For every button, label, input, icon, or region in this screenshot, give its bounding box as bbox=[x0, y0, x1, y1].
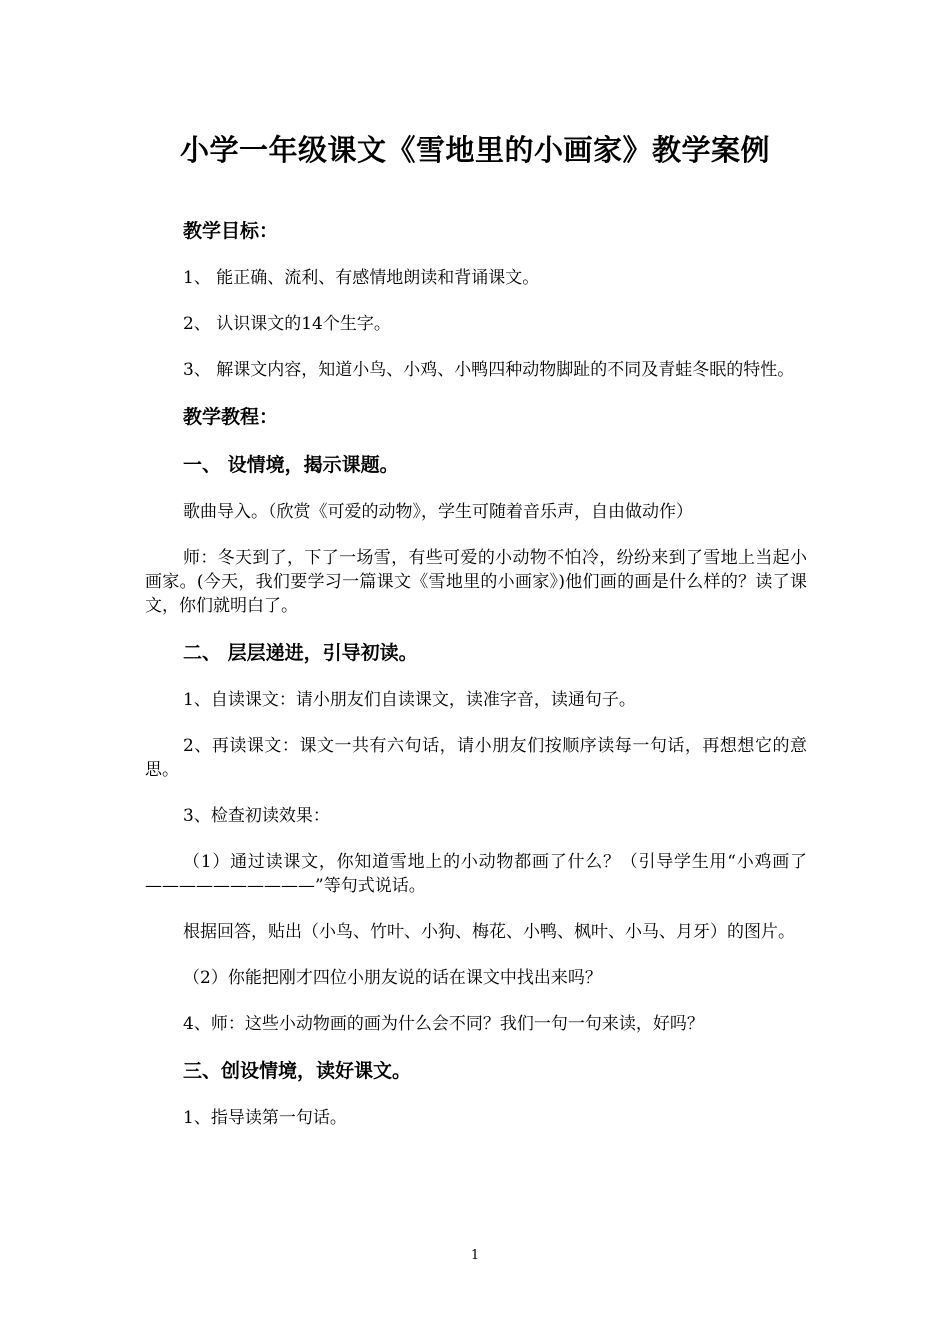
paragraph: 1、自读课文：请小朋友们自读课文，读准字音，读通句子。 bbox=[183, 690, 636, 710]
paragraph: 2、 认识课文的14个生字。 bbox=[183, 314, 391, 334]
paragraph: 1、指导读第一句话。 bbox=[183, 1108, 347, 1128]
document-title: 小学一年级课文《雪地里的小画家》教学案例 bbox=[179, 133, 770, 167]
paragraph: 3、 解课文内容，知道小鸟、小鸡、小鸭四种动物脚趾的不同及青蛙冬眠的特性。 bbox=[183, 360, 795, 380]
section-heading-process: 教学教程： bbox=[183, 406, 279, 428]
paragraph: 4、师：这些小动物画的画为什么会不同？我们一句一句来读，好吗？ bbox=[183, 1014, 704, 1034]
paragraph: 2、再读课文：课文一共有六句话，请小朋友们按顺序读每一句话，再想想它的意思。 bbox=[145, 736, 807, 780]
paragraph: 歌曲导入。（欣赏《可爱的动物》，学生可随着音乐声，自由做动作） bbox=[183, 502, 693, 522]
paragraph: 1、 能正确、流利、有感情地朗读和背诵课文。 bbox=[183, 268, 540, 288]
page-number: 1 bbox=[470, 1248, 480, 1263]
section-heading-2: 二、 层层递进，引导初读。 bbox=[183, 642, 418, 664]
paragraph: （1）通过读课文，你知道雪地上的小动物都画了什么？（引导学生用“小鸡画了——————————”等句式说话。 bbox=[145, 852, 807, 896]
paragraph: 根据回答，贴出（小鸟、竹叶、小狗、梅花、小鸭、枫叶、小马、月牙）的图片。 bbox=[183, 922, 795, 942]
section-heading-1: 一、 设情境，揭示课题。 bbox=[183, 454, 399, 476]
section-heading-3: 三、创设情境，读好课文。 bbox=[183, 1060, 412, 1082]
paragraph: （2）你能把刚才四位小朋友说的话在课文中找出来吗？ bbox=[183, 968, 602, 988]
paragraph: 师：冬天到了，下了一场雪，有些可爱的小动物不怕冷，纷纷来到了雪地上当起小画家。(今天，我们要学习一篇课文《雪地里的小画家》)他们画的画是什么样的？读了课文，你们就明白了。 bbox=[145, 548, 807, 616]
section-heading-objectives: 教学目标： bbox=[183, 220, 279, 242]
document-body bbox=[145, 218, 807, 1152]
paragraph: 3、检查初读效果： bbox=[183, 806, 330, 826]
